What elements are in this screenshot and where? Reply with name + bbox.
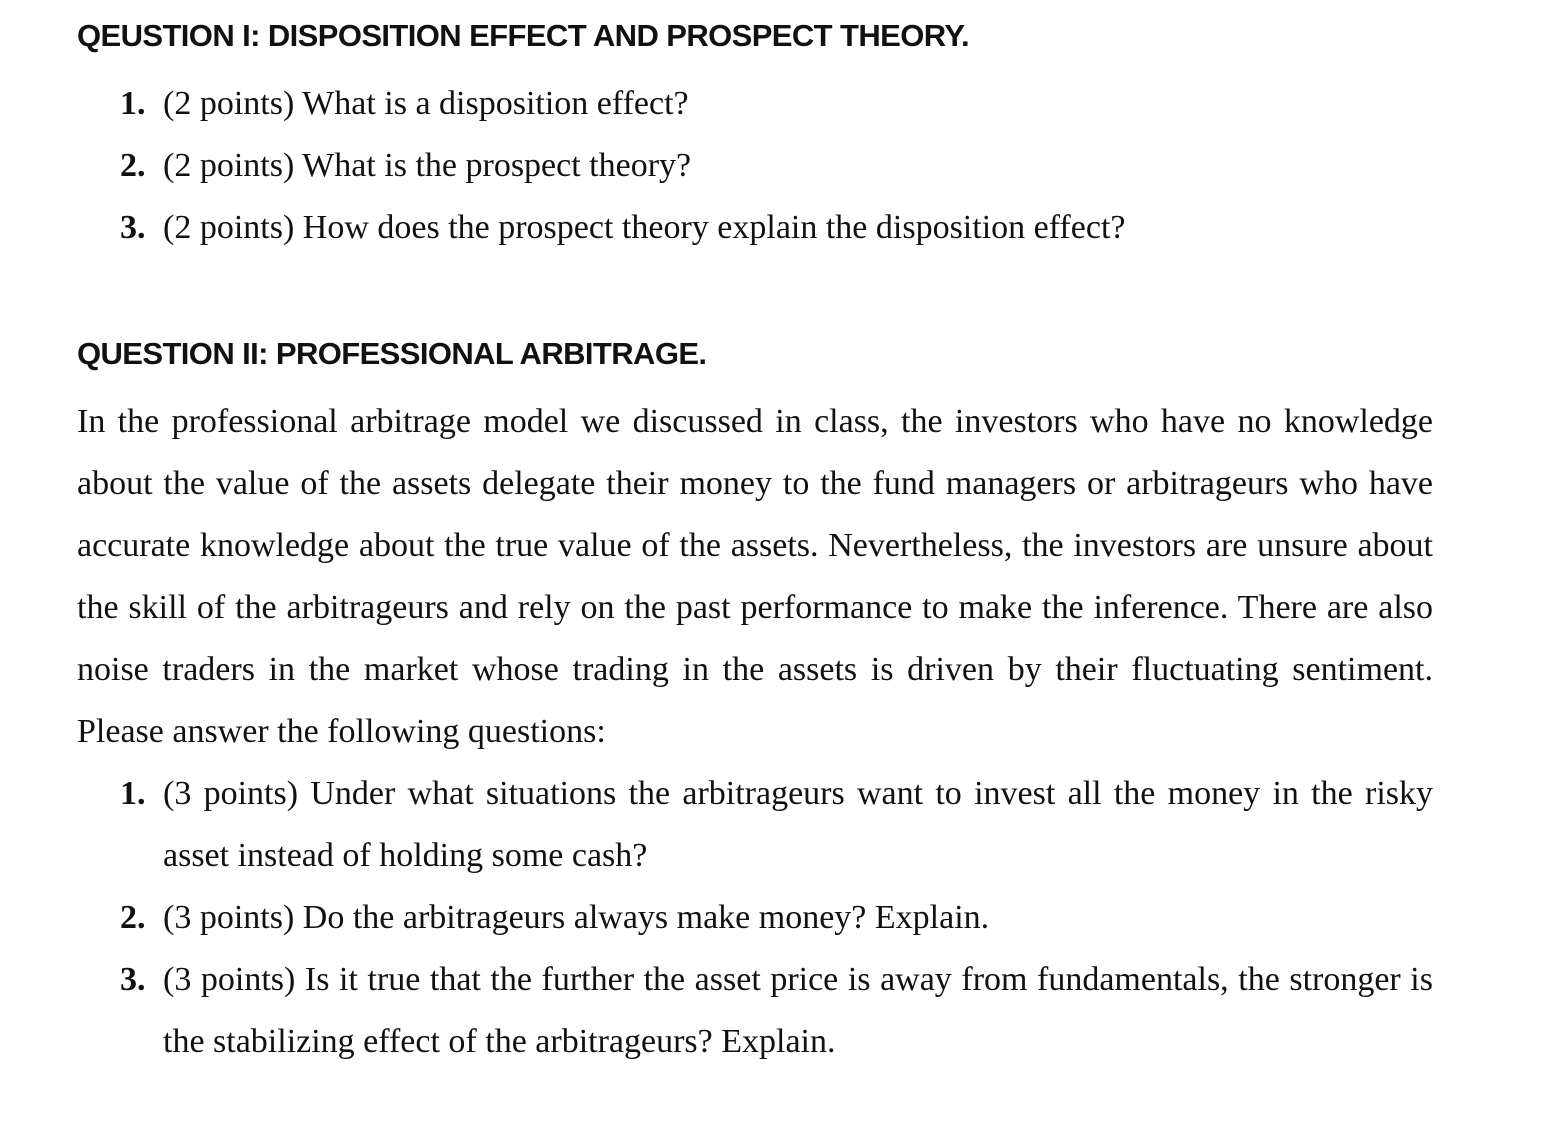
item-number: 3. — [120, 209, 146, 246]
item-text: (3 points) Under what situations the arbitrageurs want to invest all the money in the risky asset instead of holding some cash? — [163, 775, 1433, 874]
question-1-list — [77, 73, 1433, 259]
question-1-item — [77, 197, 1433, 259]
item-number: 1. — [120, 775, 146, 812]
question-2-paragraph: In the professional arbitrage model we discussed in class, the investors who have no knowledge about the value of the assets delegate their money to the fund managers or arbitrageurs who have accurate knowledge about the true value of the assets. Nevertheless, the investors are unsure about the skill of the arbitrageurs and rely on the past performance to make the inference. There are also noise traders in the market whose trading in the assets is driven by their fluctuating sentiment. Please answer the following questions: — [77, 403, 1433, 750]
question-2-item — [77, 887, 1433, 949]
question-2-heading: QUESTION II: PROFESSIONAL ARBITRAGE. — [77, 336, 707, 371]
question-1-item — [77, 135, 1433, 197]
question-2-list — [77, 763, 1433, 1073]
item-text: (2 points) What is the prospect theory? — [163, 147, 692, 184]
question-1-item — [77, 73, 1433, 135]
question-1-heading: QEUSTION I: DISPOSITION EFFECT AND PROSPECT THEORY. — [77, 18, 970, 53]
item-number: 1. — [120, 85, 146, 122]
item-number: 3. — [120, 961, 146, 998]
question-2-item — [77, 949, 1433, 1073]
item-text: (3 points) Is it true that the further the asset price is away from fundamentals, the stronger is the stabilizing effect of the arbitrageurs? Explain. — [163, 961, 1433, 1060]
question-2-item — [77, 763, 1433, 887]
item-text: (2 points) How does the prospect theory explain the disposition effect? — [163, 209, 1126, 246]
item-number: 2. — [120, 147, 146, 184]
item-number: 2. — [120, 899, 146, 936]
item-text: (2 points) What is a disposition effect? — [163, 85, 689, 122]
item-text: (3 points) Do the arbitrageurs always make money? Explain. — [163, 899, 990, 936]
